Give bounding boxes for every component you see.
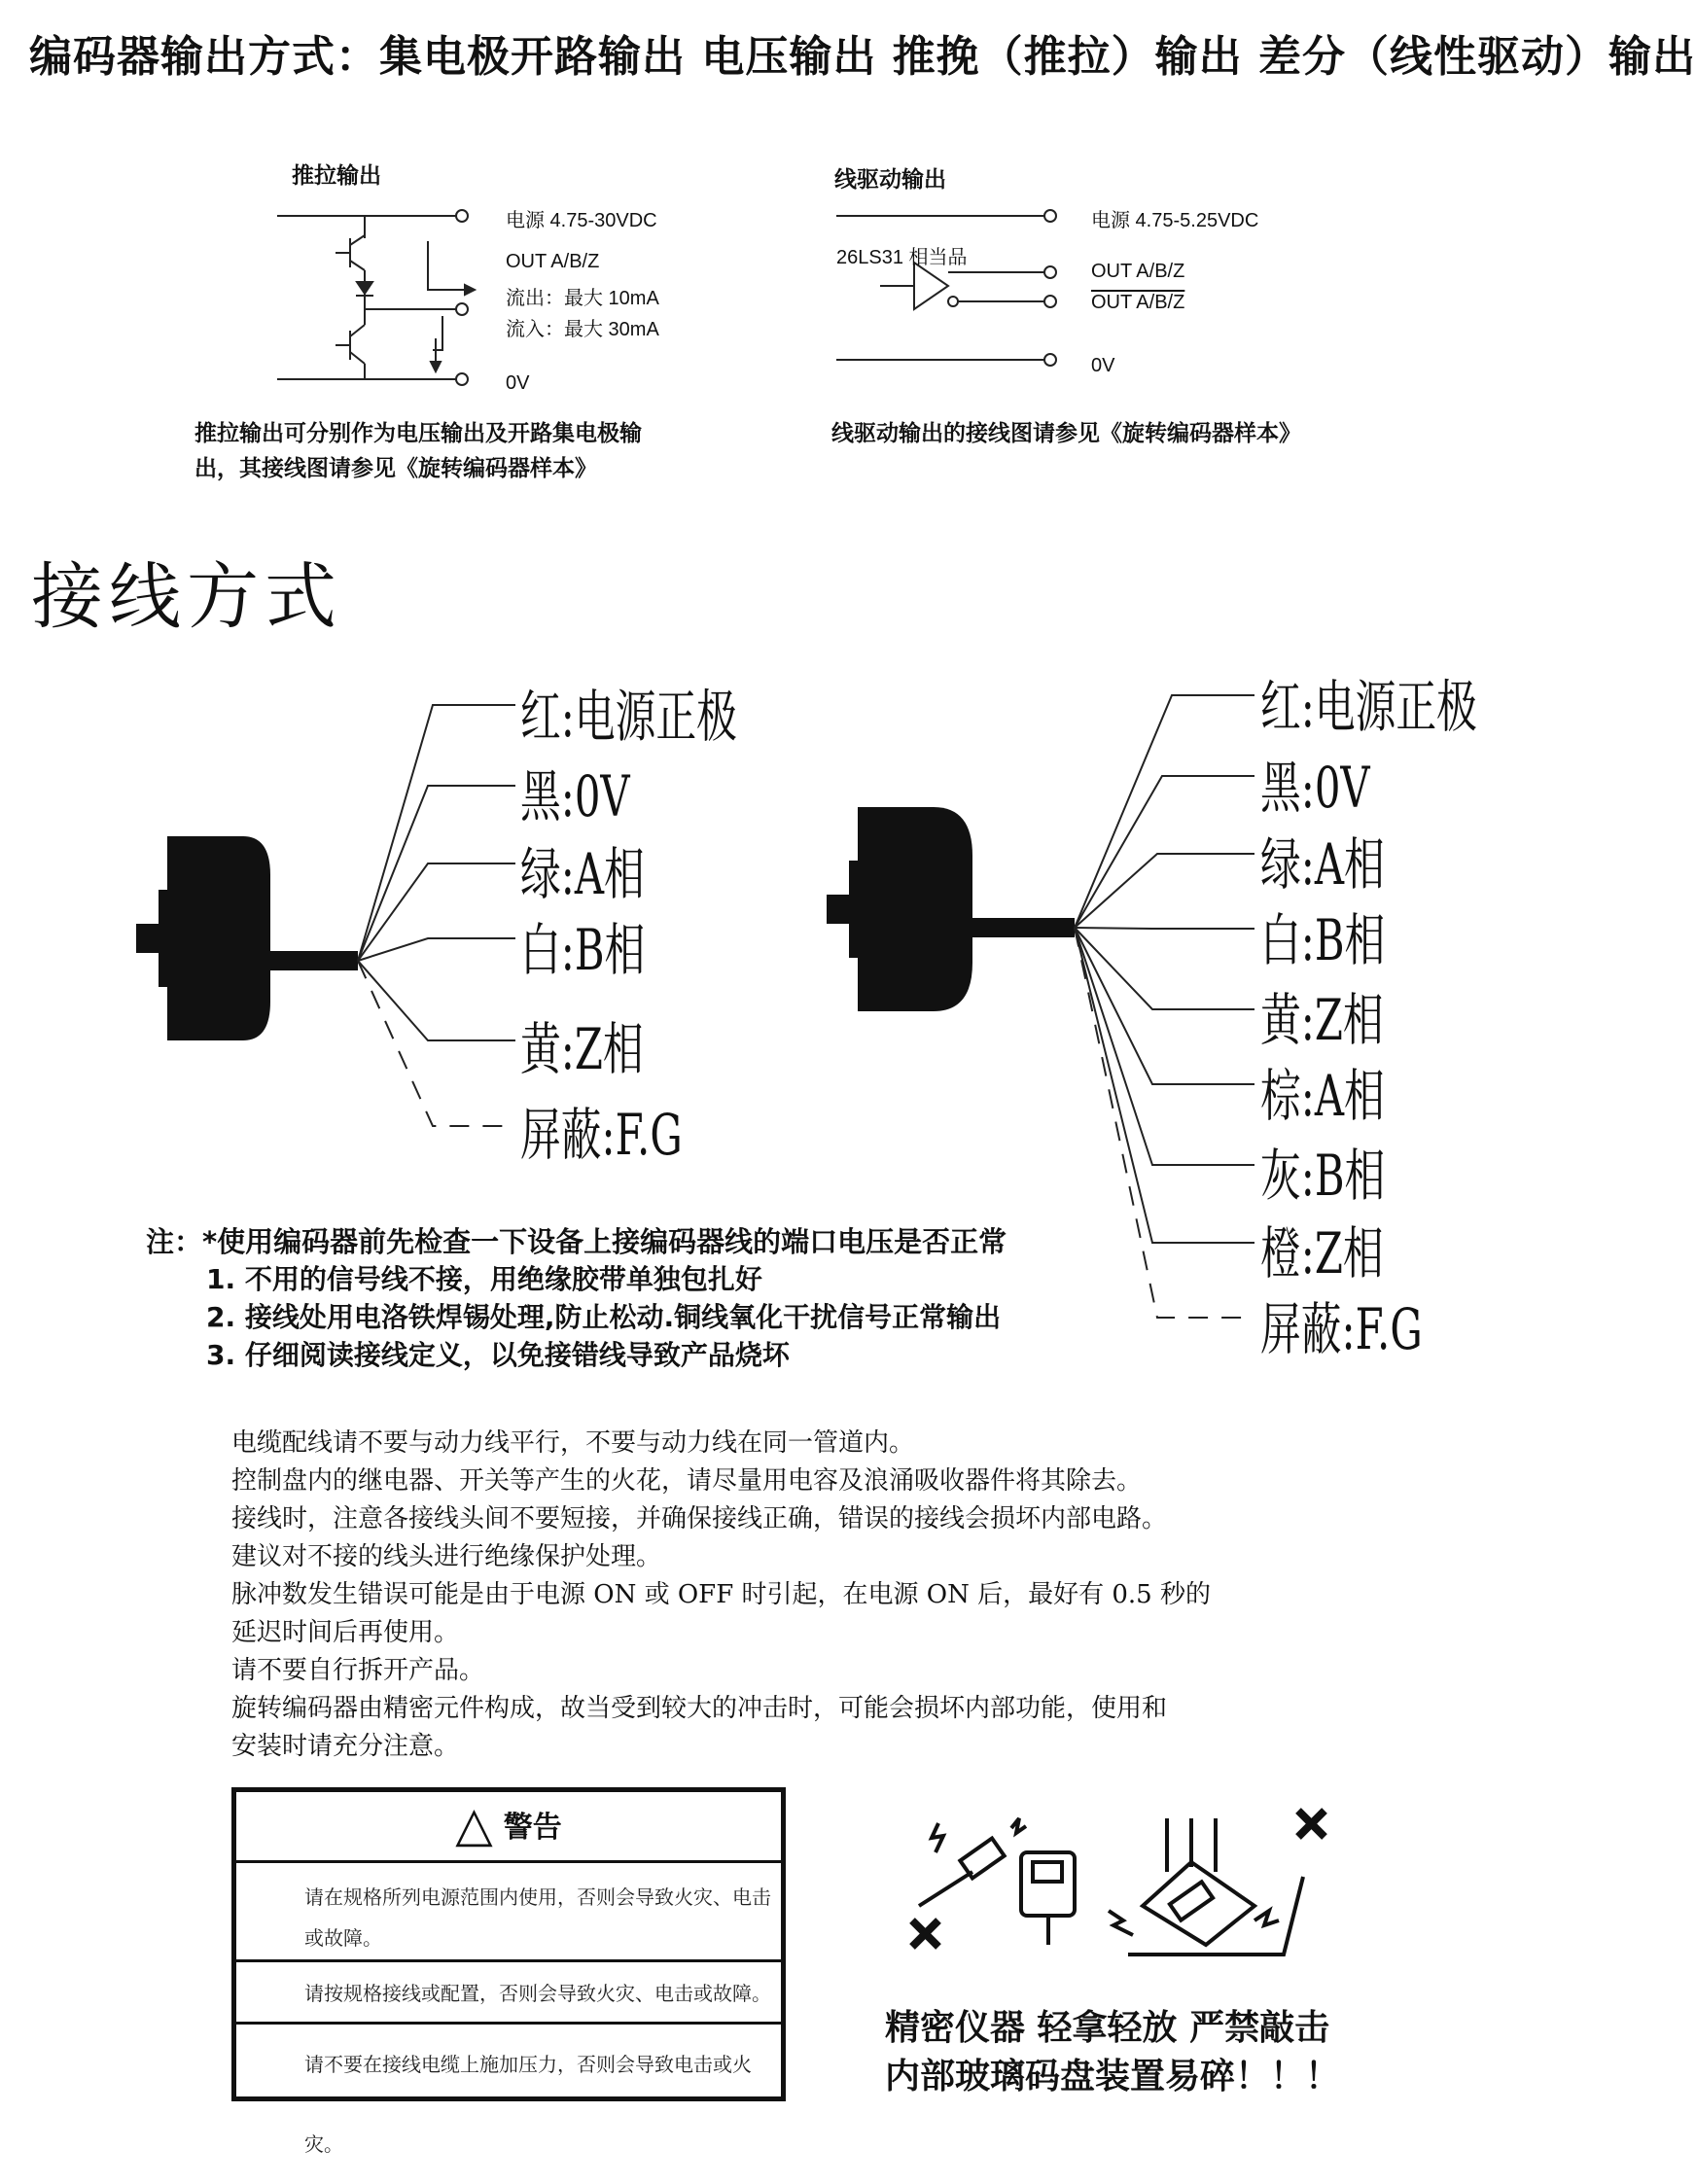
right-wire-white: 白:B相 [1260, 907, 1386, 973]
push-pull-zero: 0V [506, 372, 530, 394]
precaution-line: 旋转编码器由精密元件构成，故当受到较大的冲击时，可能会损坏内部功能，使用和 [231, 1694, 1168, 1723]
right-wire-gray: 灰:B相 [1260, 1143, 1386, 1209]
caution-line-1: 精密仪器 轻拿轻放 严禁敲击 [885, 2008, 1330, 2048]
warning-row-1-line-1: 请在规格所列电源范围内使用，否则会导致火灾、电击 [304, 1885, 771, 1909]
precaution-line: 延迟时间后再使用。 [231, 1618, 460, 1647]
line-driver-title: 线驱动输出 [834, 167, 946, 193]
drop-impact-illustration [1109, 1818, 1303, 1955]
right-wire-shield: 屏蔽:F.G [1260, 1296, 1423, 1362]
line-driver-out-inverted: OUT A/B/Z [1091, 292, 1185, 313]
line-driver-desc: 线驱动输出的接线图请参见《旋转编码器样本》 [831, 421, 1301, 446]
page-title: 编码器输出方式：集电极开路输出 电压输出 推挽（推拉）输出 差分（线性驱动）输出 [29, 32, 1696, 82]
precaution-line: 请不要自行拆开产品。 [231, 1656, 485, 1685]
right-wire-yellow: 黄:Z相 [1260, 987, 1384, 1053]
notes-item-2: 2. 接线处用电洛铁焊锡处理,防止松动.铜线氧化干扰信号正常输出 [206, 1301, 1002, 1333]
line-driver-power: 电源 4.75-5.25VDC [1091, 210, 1259, 231]
left-wire-black: 黑:0V [520, 763, 630, 829]
hammer-strike-illustration [919, 1818, 1075, 1945]
line-driver-zero: 0V [1091, 355, 1115, 376]
line-driver-chip: 26LS31 相当品 [836, 247, 968, 268]
push-pull-sink: 流入：最大 30mA [506, 319, 659, 340]
push-pull-power: 电源 4.75-30VDC [506, 210, 657, 231]
warning-row-2: 请按规格接线或配置，否则会导致火灾、电击或故障。 [236, 1959, 781, 2022]
warning-title: 警告 [503, 1811, 562, 1845]
caution-line-2: 内部玻璃码盘装置易碎！！！ [885, 2057, 1341, 2096]
precaution-line: 接线时，注意各接线头间不要短接，并确保接线正确，错误的接线会损坏内部电路。 [231, 1504, 1168, 1533]
left-wire-red: 红:电源正极 [520, 684, 737, 750]
notes-head: 注：*使用编码器前先检查一下设备上接编码器线的端口电压是否正常 [146, 1225, 1007, 1258]
right-wire-green: 绿:A相 [1260, 831, 1385, 898]
precaution-line: 脉冲数发生错误可能是由于电源 ON 或 OFF 时引起，在电源 ON 后，最好有 0.5 秒的 [231, 1580, 1211, 1609]
push-pull-desc-2: 出，其接线图请参见《旋转编码器样本》 [194, 456, 597, 481]
push-pull-source: 流出：最大 10mA [506, 288, 659, 309]
left-wire-green: 绿:A相 [520, 841, 645, 907]
left-wire-yellow: 黄:Z相 [520, 1016, 644, 1082]
wiring-section-title: 接线方式 [31, 555, 342, 639]
precaution-line: 建议对不接的线头进行绝缘保护处理。 [231, 1542, 662, 1571]
warning-row-3: 请不要在接线电缆上施加压力，否则会导致电击或火灾。 [236, 2022, 781, 2101]
precaution-line: 安装时请充分注意。 [231, 1732, 460, 1761]
warning-triangle-icon: △ [455, 1796, 493, 1852]
notes-item-1: 1. 不用的信号线不接，用绝缘胶带单独包扎好 [206, 1263, 762, 1295]
warning-row-1-line-2: 或故障。 [304, 1926, 382, 1950]
right-wire-orange: 橙:Z相 [1260, 1220, 1384, 1286]
right-wire-black: 黑:0V [1260, 755, 1370, 821]
notes-item-3: 3. 仔细阅读接线定义，以免接错线导致产品烧坏 [206, 1339, 790, 1371]
push-pull-out: OUT A/B/Z [506, 251, 600, 272]
precaution-line: 控制盘内的继电器、开关等产生的火花，请尽量用电容及浪涌吸收器件将其除去。 [231, 1466, 1143, 1496]
push-pull-title: 推拉输出 [292, 163, 381, 189]
left-wire-white: 白:B相 [520, 917, 646, 983]
right-wire-brown: 棕:A相 [1260, 1063, 1385, 1129]
right-wire-red: 红:电源正极 [1260, 674, 1477, 740]
left-wire-shield: 屏蔽:F.G [520, 1102, 683, 1168]
push-pull-desc-1: 推拉输出可分别作为电压输出及开路集电极输 [194, 421, 642, 446]
line-driver-out: OUT A/B/Z [1091, 261, 1185, 282]
precaution-line: 电缆配线请不要与动力线平行，不要与动力线在同一管道内。 [231, 1428, 915, 1458]
